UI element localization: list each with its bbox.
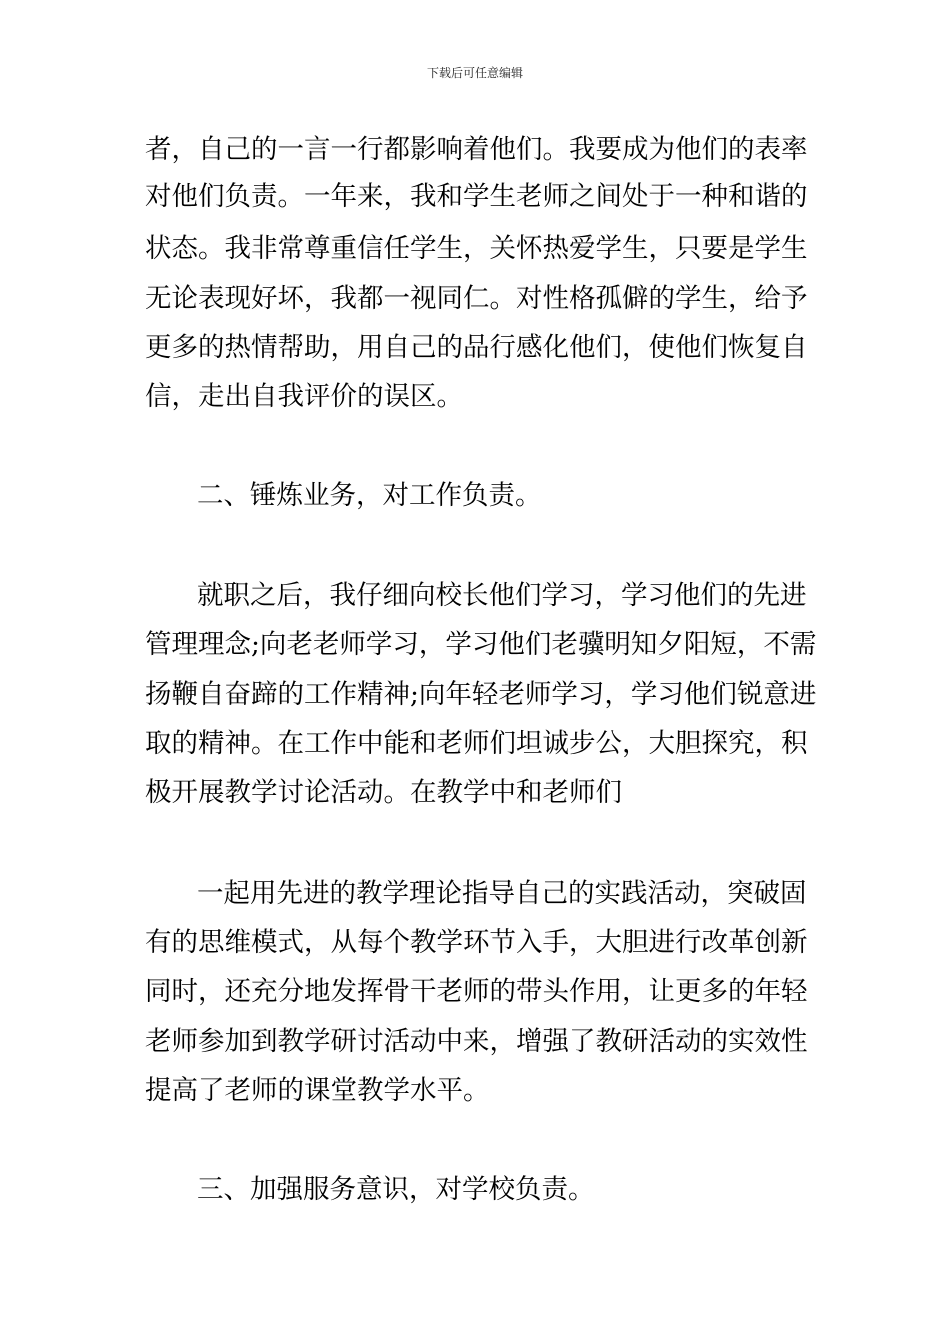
paragraph-2-line-3: 扬鞭自奋蹄的工作精神;向年轻老师学习，学习他们锐意进: [145, 679, 817, 710]
paragraph-1-line-1: 者，自己的一言一行都影响着他们。我要成为他们的表率: [145, 134, 808, 165]
paragraph-1-line-5: 更多的热情帮助，用自己的品行感化他们，使他们恢复自: [145, 332, 808, 363]
paragraph-1-line-6: 信，走出自我评价的误区。: [145, 381, 463, 412]
paragraph-2-line-2: 管理理念;向老老师学习，学习他们老骥明知夕阳短，不需: [145, 629, 817, 660]
section-heading-3: 三、加强服务意识，对学校负责。: [197, 1174, 595, 1205]
paragraph-1-line-2: 对他们负责。一年来，我和学生老师之间处于一种和谐的: [145, 181, 808, 212]
paragraph-3-line-2: 有的思维模式，从每个教学环节入手，大胆进行改革创新: [145, 927, 808, 958]
paragraph-3-line-3: 同时，还充分地发挥骨干老师的带头作用，让更多的年轻: [145, 976, 808, 1007]
paragraph-1-line-4: 无论表现好坏，我都一视同仁。对性格孤僻的学生，给予: [145, 283, 808, 314]
paragraph-1-line-3: 状态。我非常尊重信任学生，关怀热爱学生，只要是学生: [145, 233, 808, 264]
section-heading-2: 二、锤炼业务，对工作负责。: [197, 480, 542, 511]
paragraph-2-line-1: 就职之后，我仔细向校长他们学习，学习他们的先进: [197, 580, 807, 611]
paragraph-3-line-4: 老师参加到教学研讨活动中来，增强了教研活动的实效性: [145, 1026, 808, 1057]
paragraph-2-line-4: 取的精神。在工作中能和老师们坦诚步公，大胆探究，积: [145, 728, 808, 759]
paragraph-3-line-5: 提高了老师的课堂教学水平。: [145, 1075, 490, 1106]
paragraph-3-line-1: 一起用先进的教学理论指导自己的实践活动，突破固: [197, 878, 807, 909]
paragraph-2-line-5: 极开展教学讨论活动。在教学中和老师们: [145, 777, 622, 808]
page-header: 下载后可任意编辑: [426, 66, 523, 80]
